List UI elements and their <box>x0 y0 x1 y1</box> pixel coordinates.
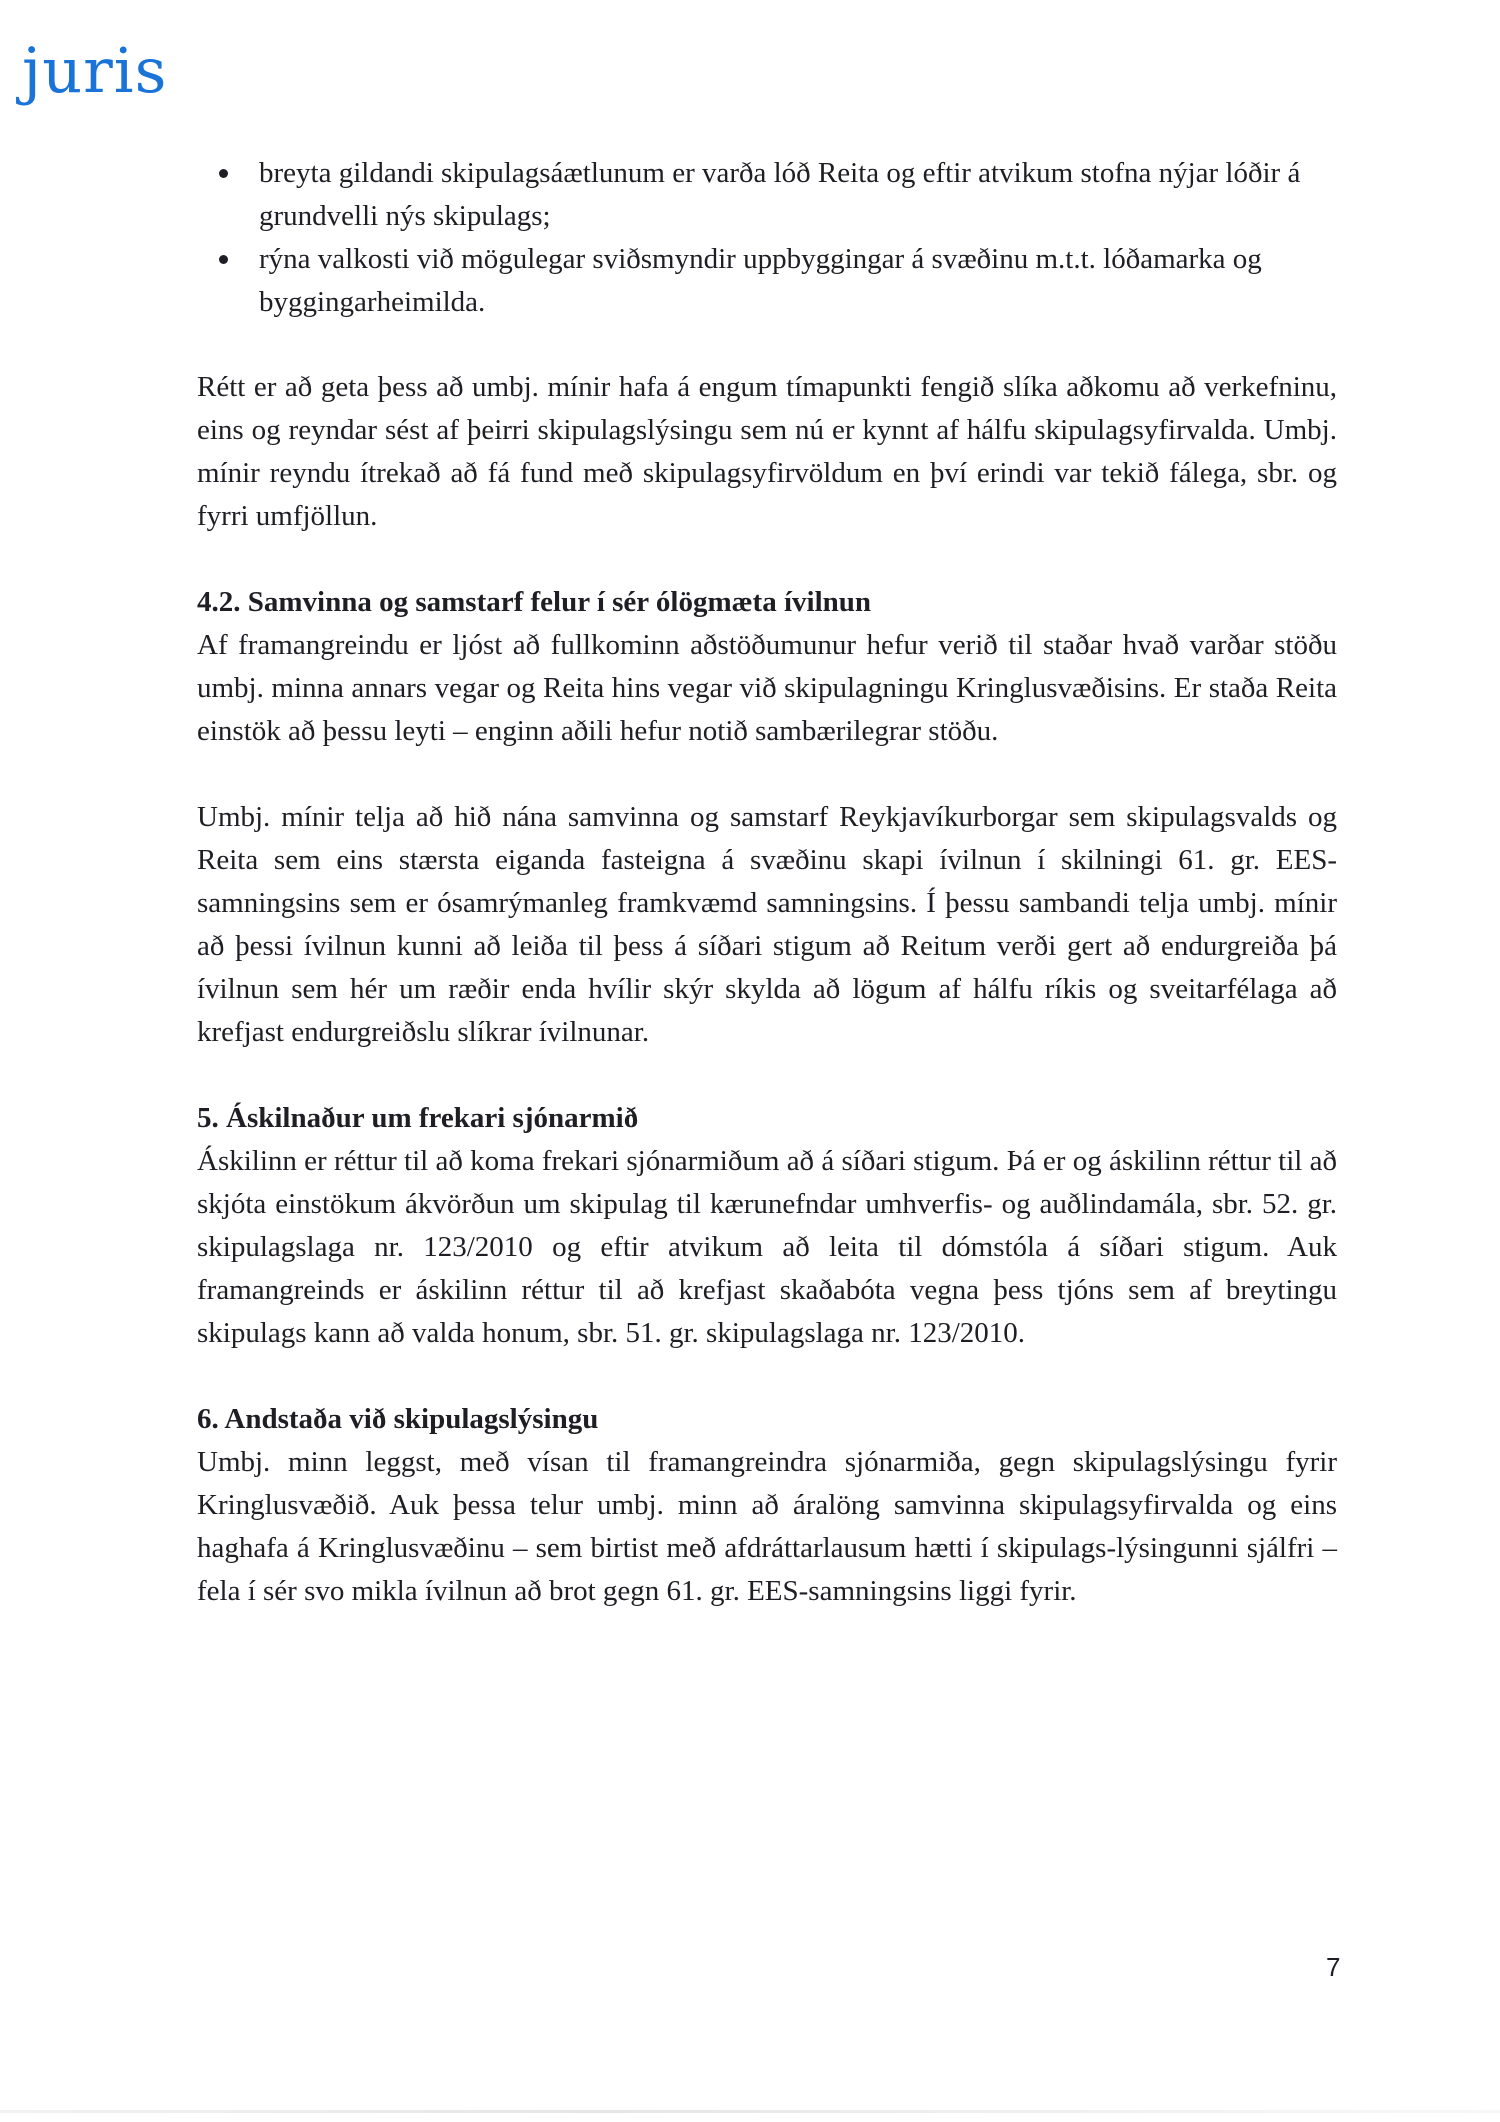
section-paragraph: Umbj. minn leggst, með vísan til framangreindra sjónarmiða, gegn skipulagslýsingu fyrir Kringlusvæðið. Auk þessa telur umbj. minn að áralöng samvinna skipulagsyfirvalda og eins haghafa á Kringlusvæðinu – sem birtist með afdráttarlausum hætti í skipulags-lýsingunni sjálfri – fela í sér svo mikla ívilnun að brot gegn 61. gr. EES-samningsins liggi fyrir. <box>197 1446 1337 1607</box>
bullet-text: breyta gildandi skipulagsáætlunum er varða lóð Reita og eftir atvikum stofna nýjar lóðir á grundvelli nýs skipulags; <box>259 157 1301 232</box>
section-paragraph: Umbj. mínir telja að hið nána samvinna og samstarf Reykjavíkurborgar sem skipulagsvalds og Reita sem eins stærsta eiganda fasteigna á svæðinu skapi ívilnun í skilningi 61. gr. EES-samningsins sem er ósamrýmanleg framkvæmd samningsins. Í þessu sambandi telja umbj. mínir að þessi ívilnun kunni að leiða til þess á síðari stigum að Reitum verði gert að endurgreiða þá ívilnun sem hér um ræðir enda hvílir skýr skylda að lögum af hálfu ríkis og sveitarfélaga að krefjast endurgreiðslu slíkrar ívilnunar. <box>197 801 1337 1048</box>
section-paragraph: Áskilinn er réttur til að koma frekari sjónarmiðum að á síðari stigum. Þá er og áskilinn réttur til að skjóta einstökum ákvörðun um skipulag til kærunefndar umhverfis- og auðlindamála, sbr. 52. gr. skipulagslaga nr. 123/2010 og eftir atvikum að leita til dómstóla á síðari stigum. Auk framangreinds er áskilinn réttur til að krefjast skaðabóta vegna þess tjóns sem af breytingu skipulags kann að valda honum, sbr. 51. gr. skipulagslaga nr. 123/2010. <box>197 1145 1337 1349</box>
bullet-item <box>197 238 1337 324</box>
section-paragraph: Af framangreindu er ljóst að fullkominn aðstöðumunur hefur verið til staðar hvað varðar stöðu umbj. minna annars vegar og Reita hins vegar við skipulagningu Kringlusvæðisins. Er staða Reita einstök að þessu leyti – enginn aðili hefur notið sambærilegrar stöðu. <box>197 629 1337 747</box>
section-heading: 6. Andstaða við skipulagslýsingu <box>197 1403 599 1435</box>
section-6 <box>197 1398 1337 1613</box>
juris-logo: juris <box>22 34 168 107</box>
section-5 <box>197 1097 1337 1355</box>
bullet-item <box>197 152 1337 238</box>
section-4-2 <box>197 581 1337 1054</box>
bullet-list <box>197 152 1337 324</box>
section-heading: 4.2. Samvinna og samstarf felur í sér ólögmæta ívilnun <box>197 586 872 618</box>
bullet-icon <box>219 255 228 264</box>
intro-paragraph: Rétt er að geta þess að umbj. mínir hafa á engum tímapunkti fengið slíka aðkomu að verkefninu, eins og reyndar sést af þeirri skipulagslýsingu sem nú er kynnt af hálfu skipulagsyfirvalda. Umbj. mínir reyndu ítrekað að fá fund með skipulagsyfirvöldum en því erindi var tekið fálega, sbr. og fyrri umfjöllun. <box>197 371 1337 532</box>
scan-artifact-line <box>0 2110 1500 2113</box>
section-heading: 5. Áskilnaður um frekari sjónarmið <box>197 1102 639 1134</box>
page-number: 7 <box>1326 1952 1341 1982</box>
bullet-icon <box>219 169 228 178</box>
bullet-text: rýna valkosti við mögulegar sviðsmyndir uppbyggingar á svæðinu m.t.t. lóðamarka og byggingarheimilda. <box>259 243 1262 318</box>
document-body <box>197 152 1337 1656</box>
